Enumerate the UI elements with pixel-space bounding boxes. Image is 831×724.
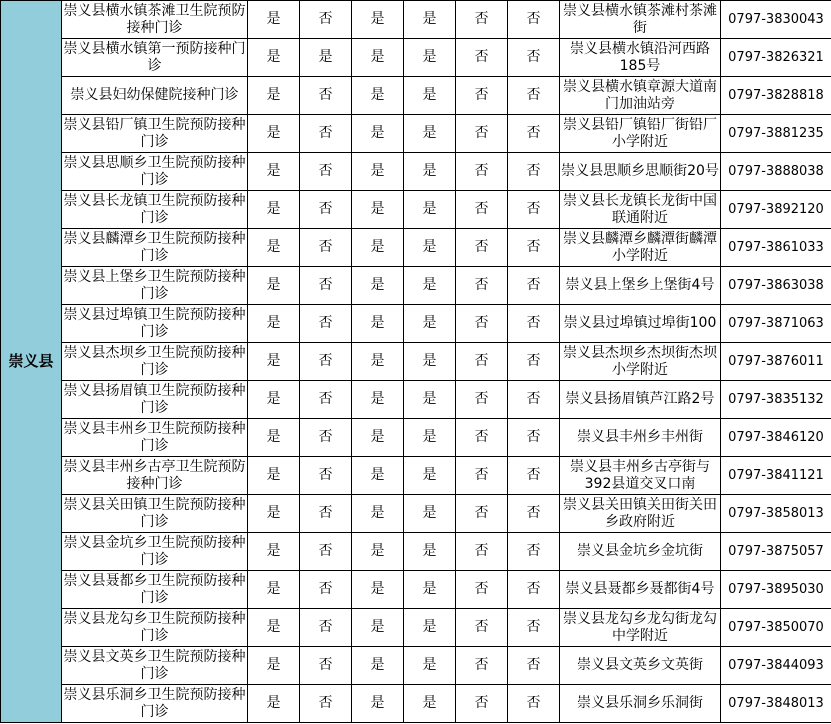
flag-cell: 否 bbox=[300, 343, 352, 381]
flag-cell: 否 bbox=[508, 305, 560, 343]
phone-cell: 0797-3892120 bbox=[721, 191, 831, 229]
flag-cell: 是 bbox=[404, 533, 456, 571]
phone-cell: 0797-3826321 bbox=[721, 39, 831, 77]
clinic-name-cell: 崇义县思顺乡卫生院预防接种门诊 bbox=[62, 153, 248, 191]
clinic-name-cell: 崇义县横水镇茶滩卫生院预防接种门诊 bbox=[62, 1, 248, 39]
address-cell: 崇义县扬眉镇芦江路2号 bbox=[560, 381, 721, 419]
phone-cell: 0797-3841121 bbox=[721, 457, 831, 495]
flag-cell: 是 bbox=[404, 495, 456, 533]
flag-cell: 是 bbox=[248, 571, 300, 609]
flag-cell: 是 bbox=[404, 77, 456, 115]
flag-cell: 否 bbox=[456, 77, 508, 115]
flag-cell: 是 bbox=[352, 267, 404, 305]
flag-cell: 否 bbox=[508, 191, 560, 229]
clinic-name-cell: 崇义县龙勾乡卫生院预防接种门诊 bbox=[62, 609, 248, 647]
flag-cell: 否 bbox=[456, 647, 508, 685]
flag-cell: 是 bbox=[352, 571, 404, 609]
flag-cell: 是 bbox=[352, 609, 404, 647]
address-cell: 崇义县杰坝乡杰坝街杰坝小学附近 bbox=[560, 343, 721, 381]
flag-cell: 是 bbox=[352, 77, 404, 115]
flag-cell: 是 bbox=[352, 343, 404, 381]
flag-cell: 是 bbox=[404, 381, 456, 419]
flag-cell: 否 bbox=[300, 457, 352, 495]
phone-cell: 0797-3830043 bbox=[721, 1, 831, 39]
flag-cell: 否 bbox=[300, 647, 352, 685]
flag-cell: 是 bbox=[352, 39, 404, 77]
flag-cell: 否 bbox=[508, 609, 560, 647]
phone-cell: 0797-3850070 bbox=[721, 609, 831, 647]
flag-cell: 是 bbox=[248, 533, 300, 571]
clinic-name-cell: 崇义县过埠镇卫生院预防接种门诊 bbox=[62, 305, 248, 343]
flag-cell: 否 bbox=[300, 495, 352, 533]
flag-cell: 是 bbox=[404, 267, 456, 305]
flag-cell: 是 bbox=[404, 685, 456, 723]
clinic-name-cell: 崇义县丰州乡古亭卫生院预防接种门诊 bbox=[62, 457, 248, 495]
flag-cell: 否 bbox=[300, 609, 352, 647]
table-row bbox=[1, 647, 831, 685]
flag-cell: 否 bbox=[456, 305, 508, 343]
phone-cell: 0797-3848013 bbox=[721, 685, 831, 723]
table-row bbox=[1, 267, 831, 305]
flag-cell: 是 bbox=[404, 1, 456, 39]
region-cell: 崇义县 bbox=[1, 1, 62, 723]
address-cell: 崇义县思顺乡思顺街20号 bbox=[560, 153, 721, 191]
flag-cell: 否 bbox=[456, 1, 508, 39]
flag-cell: 是 bbox=[248, 229, 300, 267]
flag-cell: 是 bbox=[404, 115, 456, 153]
address-cell: 崇义县乐洞乡乐洞街 bbox=[560, 685, 721, 723]
flag-cell: 是 bbox=[248, 1, 300, 39]
clinic-name-cell: 崇义县丰州乡卫生院预防接种门诊 bbox=[62, 419, 248, 457]
flag-cell: 否 bbox=[508, 77, 560, 115]
flag-cell: 是 bbox=[404, 571, 456, 609]
table-row bbox=[1, 39, 831, 77]
address-cell: 崇义县长龙镇长龙街中国联通附近 bbox=[560, 191, 721, 229]
flag-cell: 是 bbox=[248, 381, 300, 419]
flag-cell: 是 bbox=[352, 457, 404, 495]
flag-cell: 否 bbox=[456, 457, 508, 495]
flag-cell: 否 bbox=[456, 381, 508, 419]
phone-cell: 0797-3863038 bbox=[721, 267, 831, 305]
table-row bbox=[1, 1, 831, 39]
flag-cell: 是 bbox=[404, 419, 456, 457]
table-row bbox=[1, 495, 831, 533]
flag-cell: 否 bbox=[456, 191, 508, 229]
flag-cell: 是 bbox=[248, 77, 300, 115]
flag-cell: 是 bbox=[248, 153, 300, 191]
clinic-name-cell: 崇义县麟潭乡卫生院预防接种门诊 bbox=[62, 229, 248, 267]
flag-cell: 否 bbox=[300, 571, 352, 609]
flag-cell: 否 bbox=[508, 1, 560, 39]
flag-cell: 否 bbox=[508, 343, 560, 381]
address-cell: 崇义县丰州乡丰州街 bbox=[560, 419, 721, 457]
phone-cell: 0797-3844093 bbox=[721, 647, 831, 685]
flag-cell: 否 bbox=[456, 343, 508, 381]
phone-cell: 0797-3888038 bbox=[721, 153, 831, 191]
flag-cell: 是 bbox=[248, 267, 300, 305]
clinic-name-cell: 崇义县金坑乡卫生院预防接种门诊 bbox=[62, 533, 248, 571]
flag-cell: 否 bbox=[456, 115, 508, 153]
flag-cell: 否 bbox=[300, 685, 352, 723]
flag-cell: 是 bbox=[404, 305, 456, 343]
flag-cell: 是 bbox=[352, 305, 404, 343]
flag-cell: 是 bbox=[404, 153, 456, 191]
flag-cell: 否 bbox=[300, 229, 352, 267]
table-row bbox=[1, 191, 831, 229]
flag-cell: 是 bbox=[248, 609, 300, 647]
flag-cell: 是 bbox=[248, 39, 300, 77]
flag-cell: 否 bbox=[456, 571, 508, 609]
clinic-name-cell: 崇义县长龙镇卫生院预防接种门诊 bbox=[62, 191, 248, 229]
flag-cell: 否 bbox=[456, 685, 508, 723]
flag-cell: 是 bbox=[404, 39, 456, 77]
flag-cell: 否 bbox=[456, 153, 508, 191]
flag-cell: 否 bbox=[508, 39, 560, 77]
clinic-name-cell: 崇义县妇幼保健院接种门诊 bbox=[62, 77, 248, 115]
flag-cell: 否 bbox=[456, 267, 508, 305]
phone-cell: 0797-3828818 bbox=[721, 77, 831, 115]
flag-cell: 是 bbox=[404, 191, 456, 229]
table-row bbox=[1, 153, 831, 191]
clinic-name-cell: 崇义县杰坝乡卫生院预防接种门诊 bbox=[62, 343, 248, 381]
table-row bbox=[1, 229, 831, 267]
flag-cell: 是 bbox=[352, 115, 404, 153]
flag-cell: 否 bbox=[300, 419, 352, 457]
flag-cell: 是 bbox=[248, 305, 300, 343]
phone-cell: 0797-3858013 bbox=[721, 495, 831, 533]
flag-cell: 是 bbox=[352, 381, 404, 419]
address-cell: 崇义县横水镇沿河西路185号 bbox=[560, 39, 721, 77]
table-row bbox=[1, 419, 831, 457]
clinic-name-cell: 崇义县文英乡卫生院预防接种门诊 bbox=[62, 647, 248, 685]
flag-cell: 否 bbox=[508, 419, 560, 457]
phone-cell: 0797-3881235 bbox=[721, 115, 831, 153]
flag-cell: 是 bbox=[248, 647, 300, 685]
table-row bbox=[1, 381, 831, 419]
flag-cell: 否 bbox=[508, 457, 560, 495]
phone-cell: 0797-3861033 bbox=[721, 229, 831, 267]
address-cell: 崇义县龙勾乡龙勾街龙勾中学附近 bbox=[560, 609, 721, 647]
flag-cell: 否 bbox=[300, 533, 352, 571]
flag-cell: 是 bbox=[248, 115, 300, 153]
phone-cell: 0797-3846120 bbox=[721, 419, 831, 457]
flag-cell: 否 bbox=[456, 533, 508, 571]
flag-cell: 是 bbox=[248, 495, 300, 533]
address-cell: 崇义县关田镇关田街关田乡政府附近 bbox=[560, 495, 721, 533]
flag-cell: 否 bbox=[456, 419, 508, 457]
flag-cell: 否 bbox=[508, 685, 560, 723]
address-cell: 崇义县文英乡文英街 bbox=[560, 647, 721, 685]
flag-cell: 是 bbox=[352, 647, 404, 685]
address-cell: 崇义县横水镇茶滩村茶滩街 bbox=[560, 1, 721, 39]
phone-cell: 0797-3895030 bbox=[721, 571, 831, 609]
flag-cell: 是 bbox=[352, 229, 404, 267]
clinic-name-cell: 崇义县乐洞乡卫生院预防接种门诊 bbox=[62, 685, 248, 723]
flag-cell: 否 bbox=[508, 267, 560, 305]
table-row bbox=[1, 115, 831, 153]
flag-cell: 否 bbox=[456, 229, 508, 267]
flag-cell: 否 bbox=[508, 381, 560, 419]
flag-cell: 否 bbox=[508, 571, 560, 609]
flag-cell: 是 bbox=[248, 343, 300, 381]
address-cell: 崇义县铅厂镇铅厂街铅厂小学附近 bbox=[560, 115, 721, 153]
flag-cell: 是 bbox=[404, 609, 456, 647]
flag-cell: 是 bbox=[352, 495, 404, 533]
address-cell: 崇义县丰州乡古亭街与392县道交叉口南 bbox=[560, 457, 721, 495]
flag-cell: 是 bbox=[300, 39, 352, 77]
flag-cell: 否 bbox=[508, 115, 560, 153]
flag-cell: 是 bbox=[248, 685, 300, 723]
flag-cell: 是 bbox=[352, 153, 404, 191]
flag-cell: 是 bbox=[248, 191, 300, 229]
clinic-name-cell: 崇义县关田镇卫生院预防接种门诊 bbox=[62, 495, 248, 533]
table-row bbox=[1, 533, 831, 571]
flag-cell: 是 bbox=[404, 647, 456, 685]
flag-cell: 是 bbox=[352, 419, 404, 457]
flag-cell: 否 bbox=[300, 115, 352, 153]
address-cell: 崇义县上堡乡上堡街4号 bbox=[560, 267, 721, 305]
flag-cell: 否 bbox=[300, 77, 352, 115]
flag-cell: 是 bbox=[352, 533, 404, 571]
clinic-name-cell: 崇义县扬眉镇卫生院预防接种门诊 bbox=[62, 381, 248, 419]
address-cell: 崇义县聂都乡聂都街4号 bbox=[560, 571, 721, 609]
flag-cell: 是 bbox=[248, 457, 300, 495]
phone-cell: 0797-3876011 bbox=[721, 343, 831, 381]
phone-cell: 0797-3875057 bbox=[721, 533, 831, 571]
flag-cell: 是 bbox=[404, 343, 456, 381]
flag-cell: 否 bbox=[456, 495, 508, 533]
flag-cell: 否 bbox=[300, 1, 352, 39]
flag-cell: 否 bbox=[508, 229, 560, 267]
address-cell: 崇义县横水镇章源大道南门加油站旁 bbox=[560, 77, 721, 115]
flag-cell: 否 bbox=[456, 609, 508, 647]
flag-cell: 否 bbox=[456, 39, 508, 77]
flag-cell: 是 bbox=[248, 419, 300, 457]
table-row bbox=[1, 457, 831, 495]
flag-cell: 是 bbox=[404, 457, 456, 495]
phone-cell: 0797-3871063 bbox=[721, 305, 831, 343]
flag-cell: 是 bbox=[352, 1, 404, 39]
flag-cell: 否 bbox=[300, 267, 352, 305]
clinic-name-cell: 崇义县上堡乡卫生院预防接种门诊 bbox=[62, 267, 248, 305]
flag-cell: 否 bbox=[508, 533, 560, 571]
flag-cell: 否 bbox=[300, 153, 352, 191]
flag-cell: 否 bbox=[508, 495, 560, 533]
address-cell: 崇义县过埠镇过埠街100 bbox=[560, 305, 721, 343]
flag-cell: 否 bbox=[508, 647, 560, 685]
table-row bbox=[1, 77, 831, 115]
flag-cell: 是 bbox=[352, 191, 404, 229]
address-cell: 崇义县金坑乡金坑街 bbox=[560, 533, 721, 571]
table-row bbox=[1, 571, 831, 609]
flag-cell: 否 bbox=[300, 191, 352, 229]
clinic-name-cell: 崇义县横水镇第一预防接种门诊 bbox=[62, 39, 248, 77]
table-row bbox=[1, 305, 831, 343]
flag-cell: 否 bbox=[508, 153, 560, 191]
clinic-name-cell: 崇义县铅厂镇卫生院预防接种门诊 bbox=[62, 115, 248, 153]
flag-cell: 否 bbox=[300, 305, 352, 343]
flag-cell: 是 bbox=[404, 229, 456, 267]
phone-cell: 0797-3835132 bbox=[721, 381, 831, 419]
table-row bbox=[1, 609, 831, 647]
address-cell: 崇义县麟潭乡麟潭街麟潭小学附近 bbox=[560, 229, 721, 267]
flag-cell: 是 bbox=[352, 685, 404, 723]
table-row bbox=[1, 343, 831, 381]
table-row bbox=[1, 685, 831, 723]
clinic-name-cell: 崇义县聂都乡卫生院预防接种门诊 bbox=[62, 571, 248, 609]
table-body bbox=[1, 1, 831, 723]
flag-cell: 否 bbox=[300, 381, 352, 419]
